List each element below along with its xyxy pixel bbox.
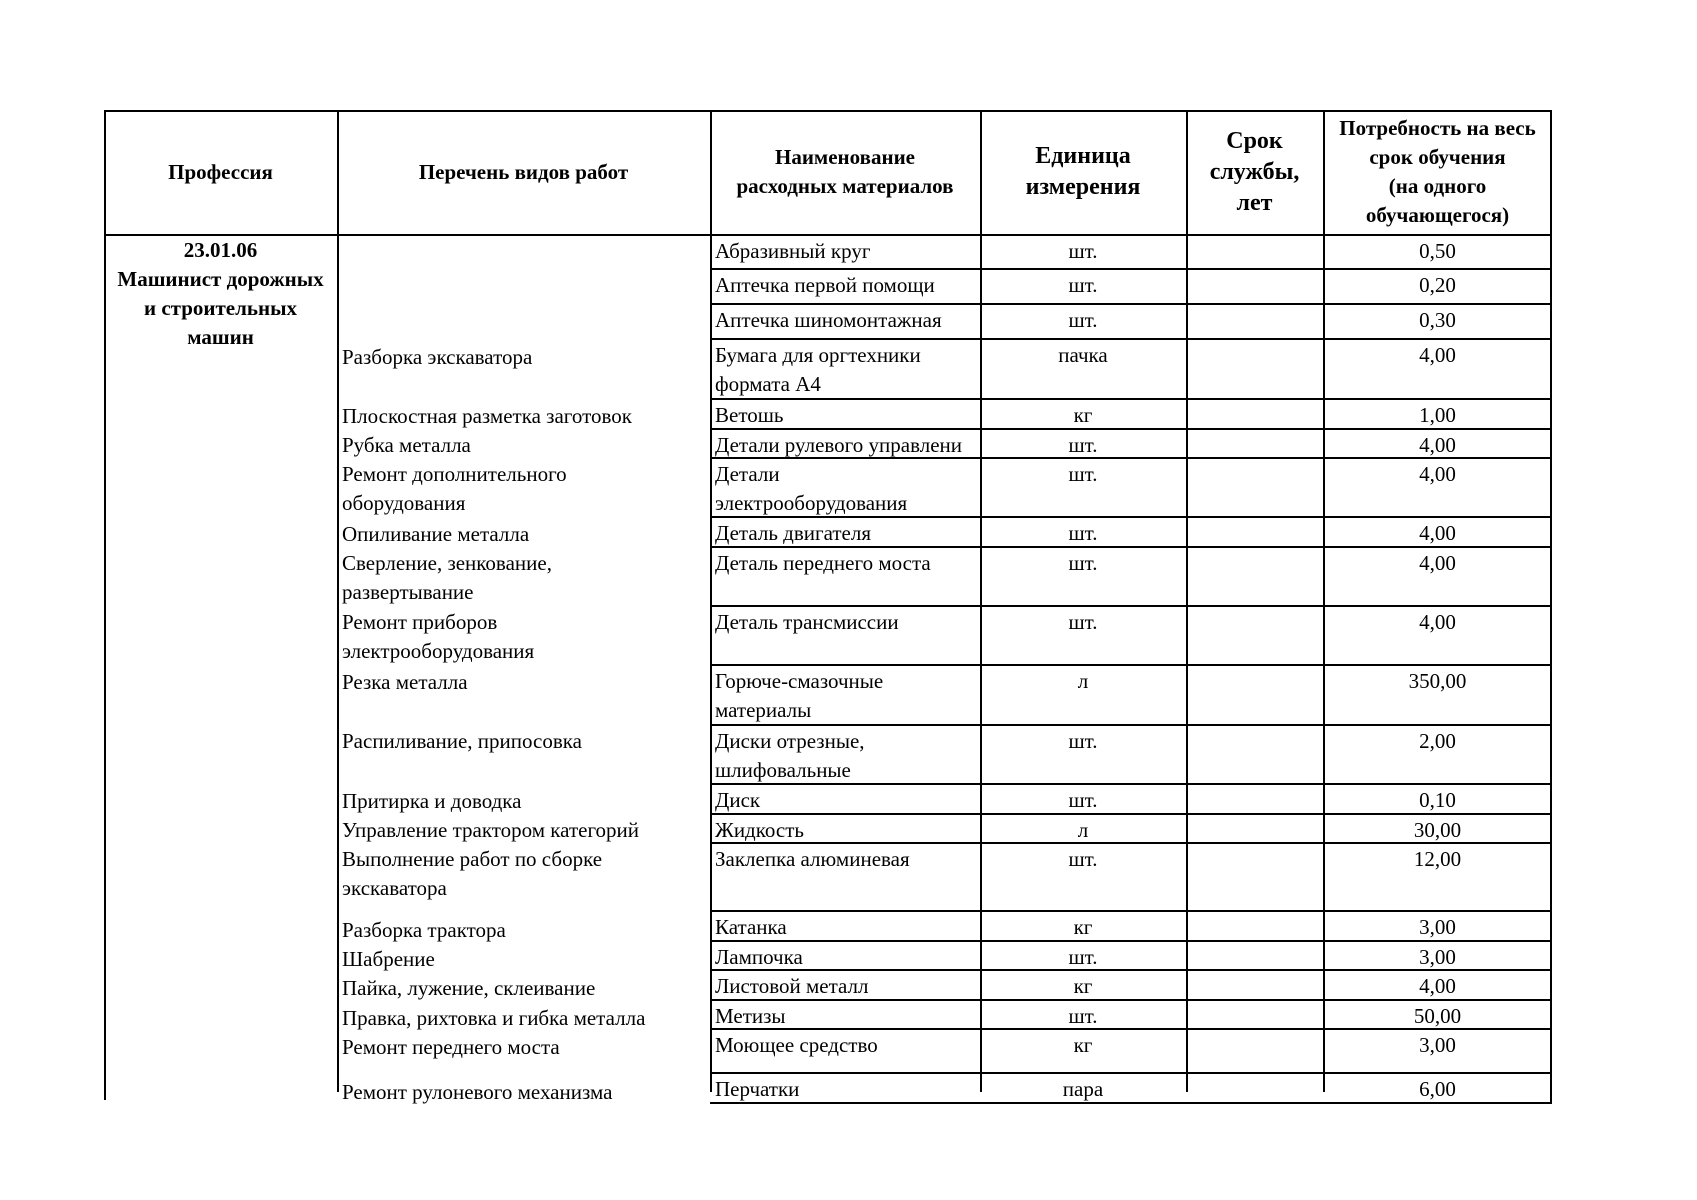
unit-value: шт. bbox=[1068, 788, 1098, 812]
need-value: 0,30 bbox=[1419, 308, 1456, 332]
grid-vline bbox=[104, 110, 106, 1100]
material-name: Моющее средство bbox=[715, 1033, 878, 1057]
header-need: Потребность на весь срок обучения (на одного обучающегося) bbox=[1339, 116, 1536, 227]
grid-hline bbox=[710, 910, 1552, 912]
material-name: Аптечка первой помощи bbox=[715, 273, 935, 297]
profession-name-line-1: Машинист дорожных bbox=[117, 267, 324, 291]
material-name: Перчатки bbox=[715, 1077, 800, 1101]
unit-value: шт. bbox=[1068, 551, 1098, 575]
work-item: Разборка экскаватора bbox=[342, 345, 533, 369]
unit-value: кг bbox=[1073, 974, 1093, 998]
need-value: 30,00 bbox=[1413, 818, 1462, 842]
unit-value: пара bbox=[1062, 1077, 1104, 1101]
work-item: Шабрение bbox=[342, 947, 435, 971]
grid-hline bbox=[710, 664, 1552, 666]
material-name: Метизы bbox=[715, 1004, 786, 1028]
need-value: 0,20 bbox=[1419, 273, 1456, 297]
work-item: Выполнение работ по сборке экскаватора bbox=[342, 847, 603, 900]
unit-value: шт. bbox=[1068, 308, 1098, 332]
grid-hline bbox=[710, 516, 1552, 518]
material-name: Диски отрезные, шлифовальные bbox=[715, 729, 865, 782]
need-value: 0,50 bbox=[1419, 239, 1456, 263]
grid-vline bbox=[1323, 110, 1325, 1092]
header-materials: Наименование расходных материалов bbox=[736, 145, 954, 198]
work-item: Ремонт рулоневого механизма bbox=[342, 1080, 613, 1104]
material-name: Лампочка bbox=[715, 945, 803, 969]
work-item: Опиливание металла bbox=[342, 522, 530, 546]
grid-hline bbox=[710, 1028, 1552, 1030]
grid-hline bbox=[710, 303, 1552, 305]
material-name: Детали электрооборудования bbox=[715, 462, 908, 515]
material-name: Горюче-смазочные материалы bbox=[715, 669, 884, 722]
grid-hline bbox=[104, 110, 1552, 112]
material-name: Катанка bbox=[715, 915, 787, 939]
material-name: Детали рулевого управлени bbox=[715, 433, 962, 457]
unit-value: шт. bbox=[1068, 610, 1098, 634]
unit-value: шт. bbox=[1068, 433, 1098, 457]
material-name: Деталь переднего моста bbox=[715, 551, 931, 575]
need-value: 4,00 bbox=[1419, 433, 1456, 457]
grid-hline bbox=[710, 428, 1552, 430]
work-item: Плоскостная разметка заготовок bbox=[342, 404, 632, 428]
unit-value: кг bbox=[1073, 403, 1093, 427]
grid-hline bbox=[104, 234, 1552, 236]
work-item: Распиливание, припосовка bbox=[342, 729, 582, 753]
need-value: 3,00 bbox=[1419, 945, 1456, 969]
unit-value: шт. bbox=[1068, 239, 1098, 263]
grid-hline bbox=[710, 457, 1552, 459]
need-value: 50,00 bbox=[1413, 1004, 1462, 1028]
need-value: 350,00 bbox=[1408, 669, 1467, 693]
unit-value: шт. bbox=[1068, 847, 1098, 871]
material-name: Абразивный круг bbox=[715, 239, 871, 263]
material-name: Ветошь bbox=[715, 403, 784, 427]
need-value: 6,00 bbox=[1419, 1077, 1456, 1101]
work-item: Разборка трактора bbox=[342, 918, 506, 942]
need-value: 3,00 bbox=[1419, 915, 1456, 939]
grid-hline bbox=[710, 724, 1552, 726]
unit-value: кг bbox=[1073, 1033, 1093, 1057]
need-value: 3,00 bbox=[1419, 1033, 1456, 1057]
grid-hline bbox=[710, 783, 1552, 785]
need-value: 4,00 bbox=[1419, 343, 1456, 367]
work-item: Резка металла bbox=[342, 670, 468, 694]
grid-vline bbox=[337, 110, 339, 1092]
need-value: 12,00 bbox=[1413, 847, 1462, 871]
grid-vline bbox=[1550, 110, 1552, 1104]
grid-vline bbox=[980, 110, 982, 1092]
work-item: Пайка, лужение, склеивание bbox=[342, 976, 596, 1000]
unit-value: пачка bbox=[1058, 343, 1108, 367]
grid-hline bbox=[710, 1102, 1552, 1104]
grid-hline bbox=[710, 1072, 1552, 1074]
material-name: Заклепка алюминевая bbox=[715, 847, 910, 871]
header-unit: Единица измерения bbox=[1025, 143, 1141, 200]
grid-hline bbox=[710, 999, 1552, 1001]
need-value: 4,00 bbox=[1419, 521, 1456, 545]
work-item: Рубка металла bbox=[342, 433, 471, 457]
header-service-life: Срок службы, лет bbox=[1209, 127, 1300, 216]
material-name: Диск bbox=[715, 788, 761, 812]
need-value: 4,00 bbox=[1419, 551, 1456, 575]
unit-value: шт. bbox=[1068, 273, 1098, 297]
unit-value: л bbox=[1077, 669, 1089, 693]
work-item: Правка, рихтовка и гибка металла bbox=[342, 1006, 646, 1030]
grid-vline bbox=[710, 110, 712, 1092]
work-item: Ремонт дополнительного оборудования bbox=[342, 462, 567, 515]
need-value: 2,00 bbox=[1419, 729, 1456, 753]
unit-value: шт. bbox=[1068, 462, 1098, 486]
grid-hline bbox=[710, 605, 1552, 607]
unit-value: шт. bbox=[1068, 945, 1098, 969]
material-name: Деталь двигателя bbox=[715, 521, 872, 545]
work-item: Сверление, зенкование, развертывание bbox=[342, 551, 552, 604]
header-profession: Профессия bbox=[168, 159, 273, 184]
profession-name-line-3: машин bbox=[187, 325, 254, 349]
grid-hline bbox=[710, 813, 1552, 815]
need-value: 4,00 bbox=[1419, 462, 1456, 486]
material-name: Бумага для оргтехники формата А4 bbox=[715, 343, 921, 396]
grid-hline bbox=[710, 338, 1552, 340]
work-item: Притирка и доводка bbox=[342, 789, 522, 813]
grid-hline bbox=[710, 940, 1552, 942]
material-name: Листовой металл bbox=[715, 974, 869, 998]
grid-hline bbox=[710, 546, 1552, 548]
material-name: Жидкость bbox=[715, 818, 804, 842]
profession-code: 23.01.06 bbox=[183, 238, 258, 262]
material-name: Аптечка шиномонтажная bbox=[715, 308, 942, 332]
need-value: 1,00 bbox=[1419, 403, 1456, 427]
work-item: Управление трактором категорий bbox=[342, 818, 640, 842]
work-item: Ремонт приборов электрооборудования bbox=[342, 610, 535, 663]
grid-hline bbox=[710, 268, 1552, 270]
unit-value: шт. bbox=[1068, 729, 1098, 753]
need-value: 4,00 bbox=[1419, 974, 1456, 998]
unit-value: шт. bbox=[1068, 521, 1098, 545]
unit-value: шт. bbox=[1068, 1004, 1098, 1028]
consumables-table bbox=[104, 110, 1552, 1104]
unit-value: кг bbox=[1073, 915, 1093, 939]
profession-cell bbox=[104, 236, 337, 352]
grid-vline bbox=[1186, 110, 1188, 1092]
need-value: 0,10 bbox=[1419, 788, 1456, 812]
unit-value: л bbox=[1077, 818, 1089, 842]
profession-name-line-2: и строительных bbox=[143, 296, 298, 320]
header-works: Перечень видов работ bbox=[418, 159, 629, 184]
grid-hline bbox=[710, 842, 1552, 844]
work-item: Ремонт переднего моста bbox=[342, 1035, 560, 1059]
material-name: Деталь трансмиссии bbox=[715, 610, 899, 634]
grid-hline bbox=[710, 969, 1552, 971]
grid-hline bbox=[710, 398, 1552, 400]
need-value: 4,00 bbox=[1419, 610, 1456, 634]
